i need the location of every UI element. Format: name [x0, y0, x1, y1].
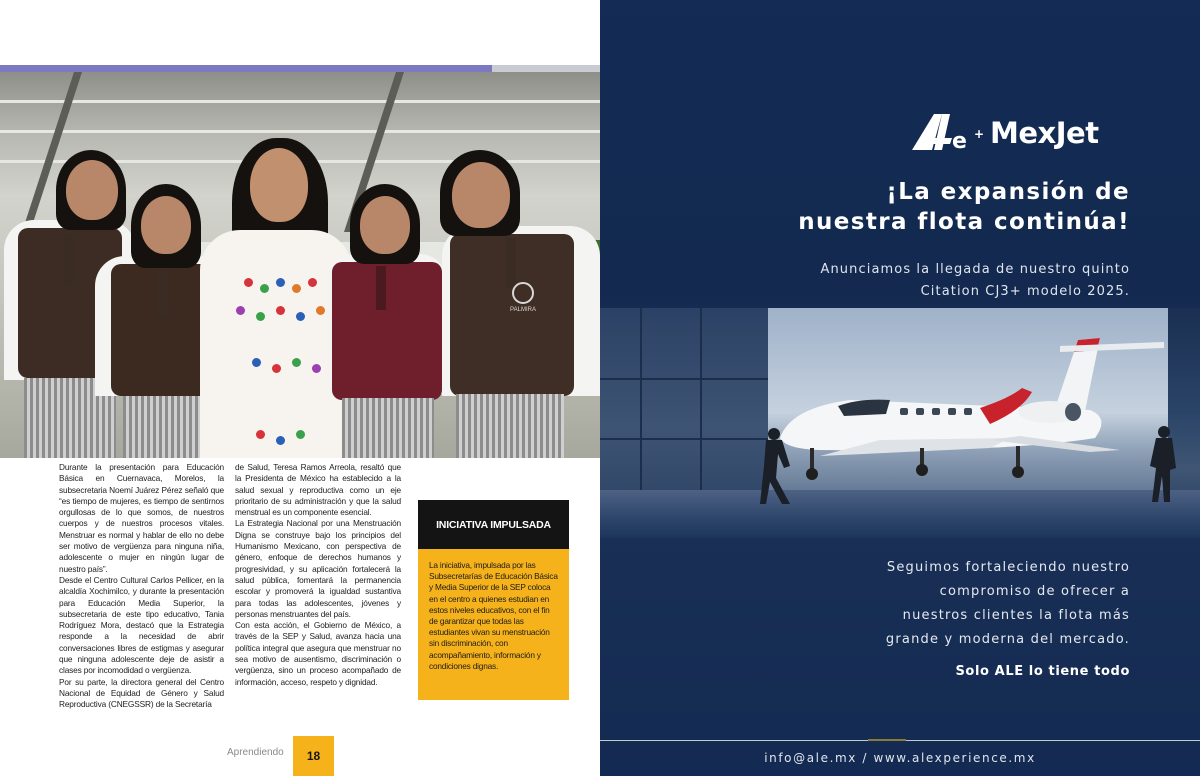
tagline-line: Seguimos fortaleciendo nuestro: [886, 560, 1130, 575]
ad-tagline: [800, 556, 1130, 652]
tagline-line: compromiso de ofrecer a: [939, 584, 1130, 599]
mexjet-wordmark: MexJet: [990, 116, 1099, 150]
article-column-2: [235, 462, 401, 688]
school-crest-patch: [504, 282, 542, 322]
student-4: [436, 150, 600, 458]
headline-line: ¡La expansión de: [886, 179, 1130, 205]
svg-text:e: e: [952, 129, 967, 152]
ad-headline: [710, 177, 1130, 237]
citation-jet-illustration: [760, 328, 1180, 508]
ale-logo-mark: [912, 114, 988, 152]
worker-silhouette-left: [760, 426, 810, 506]
brand-logo: [912, 114, 1132, 154]
subhead-line: Anunciamos la llegada de nuestro quinto: [820, 262, 1130, 277]
footer-divider-accent: [868, 739, 906, 741]
section-label: Aprendiendo: [227, 747, 284, 758]
crest-label: PALMIRA: [510, 307, 536, 313]
svg-text:+: +: [974, 127, 985, 141]
ad-claim: Solo ALE lo tiene todo: [955, 664, 1130, 679]
article-paragraph: La Estrategia Nacional por una Menstruación Digna se construye bajo los principios del Humanismo Mexicano, con perspectiva de género, enfoque de derechos humanos y progresividad, y su aplicación fortalecerá la salud pública, fomentará la permanencia escolar y promoverá la igualdad sustantiva para todas las adolescentes, jóvenes y personas menstruantes del país.: [235, 518, 401, 619]
article-paragraph: Por su parte, la directora general del Centro Nacional de Equidad de Género y Salud Reproductiva (CNEGSSR) de la Secretaría: [59, 676, 224, 710]
headline-line: nuestra flota continúa!: [798, 209, 1130, 235]
top-accent-bar-extension: [492, 65, 600, 72]
worker-silhouette-right: [1148, 424, 1182, 504]
advertisement-page: [600, 0, 1200, 776]
roof-edge: [0, 130, 600, 133]
sidebar-title: INICIATIVA IMPULSADA: [418, 500, 569, 549]
sidebar-body: La iniciativa, impulsada por las Subsecretarías de Educación Básica y Media Superior de la SEP coloca en el centro a quienes estudian en estos niveles educativos, con el fin de garantizar que todas las estudiantes vivan su menstruación sin discriminación, con acompañamiento, información y condiciones dignas.: [418, 549, 569, 700]
top-accent-bar: [0, 65, 492, 72]
tagline-line: nuestros clientes la flota más: [902, 608, 1130, 623]
article-paragraph: Desde el Centro Cultural Carlos Pellicer, en la alcaldía Xochimilco, y durante la presentación para Educación Media Superior, la subsecretaria de este tipo educativo, Tania Rodríguez Mora, destacó que la Estrategia responde a la necesidad de abrir conversaciones libres de estigmas y asegurar que ninguna adolescente deje de asistir a clases por incomodidad o vergüenza.: [59, 574, 224, 676]
article-paragraph: de Salud, Teresa Ramos Arreola, resaltó que la Presidenta de México ha establecido a la salud sexual y reproductiva como un eje prioritario de su administración y que la salud menstrual es un componente esencial.: [235, 462, 401, 518]
sidebar-callout: [418, 500, 569, 700]
student-3: [328, 182, 446, 458]
roof-edge: [0, 100, 600, 103]
ad-subhead: [770, 259, 1130, 303]
article-paragraph: Durante la presentación para Educación Básica en Cuernavaca, Morelos, la subsecretaria Noemí Juárez Pérez señaló que “es tiempo de mujeres, es tiempo de sentirnos orgullosas de lo que somos, de nuestros cuerpos y de nuestros procesos vitales. Menstruar es normal y hablar de ello no debe ser motivo de vergüenza para ninguna niña, adolescente o mujer en ningún lugar de nuestro país”.: [59, 462, 224, 574]
hangar-wall: [600, 308, 768, 508]
article-column-1: [59, 462, 224, 711]
page-number: 18: [293, 736, 334, 776]
hangar-photo: [600, 308, 1200, 538]
article-photo: [0, 72, 600, 458]
tagline-line: grande y moderna del mercado.: [885, 632, 1130, 647]
subhead-line: Citation CJ3+ modelo 2025.: [920, 284, 1130, 299]
article-paragraph: Con esta acción, el Gobierno de México, a través de la SEP y Salud, avanza hacia una política integral que asegura que menstruar no sea motivo de ausentismo, discriminación o vergüenza, sino un proceso acompañado de información, acceso, respeto y dignidad.: [235, 620, 401, 687]
ad-contact-links[interactable]: info@ale.mx / www.alexperience.mx: [764, 751, 1036, 765]
